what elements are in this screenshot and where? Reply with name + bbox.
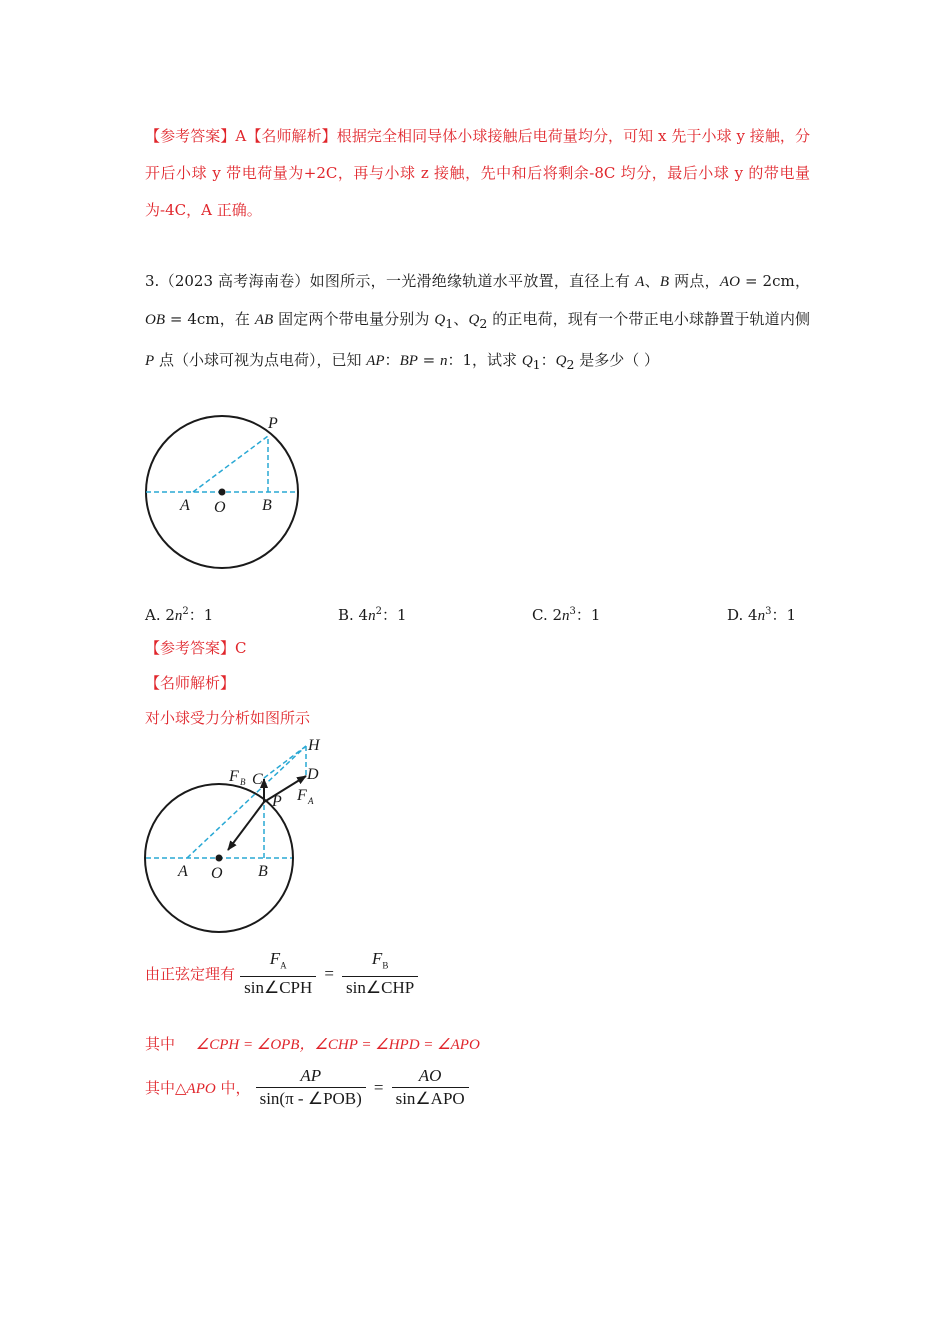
var-AP: AP bbox=[300, 1066, 322, 1085]
label-O: O bbox=[211, 865, 223, 882]
var-Q2: Q bbox=[555, 353, 567, 369]
angle-relations bbox=[145, 1032, 480, 1057]
option-text: ：1 bbox=[575, 606, 601, 624]
sine-rule-equation bbox=[145, 948, 418, 1000]
line-CH bbox=[264, 746, 306, 778]
question-text: = 4cm，在 bbox=[165, 310, 255, 328]
fraction-AP bbox=[256, 1065, 366, 1110]
triangle-label bbox=[145, 1079, 251, 1097]
option-b[interactable] bbox=[338, 600, 407, 628]
subscript: 2 bbox=[479, 316, 488, 331]
question-text: = bbox=[417, 351, 440, 369]
numerator bbox=[392, 1065, 469, 1088]
var-AP: AP bbox=[366, 353, 385, 369]
denominator: sin∠APO bbox=[395, 1089, 465, 1108]
label-FB-sub: B bbox=[240, 777, 246, 787]
label-text: 中， bbox=[215, 1079, 251, 1097]
var-BP: BP bbox=[399, 353, 418, 369]
analysis-intro: 对小球受力分析如图所示 bbox=[145, 709, 311, 727]
angles-label: 其中 bbox=[145, 1035, 176, 1053]
var-n: n bbox=[757, 608, 766, 624]
exponent: 2 bbox=[375, 606, 382, 617]
label-D: D bbox=[307, 766, 319, 783]
label-FA-sub: A bbox=[308, 796, 314, 806]
question-text: 的正电荷，现有一个带正电小球静置于轨道内侧 bbox=[487, 310, 810, 328]
numerator bbox=[256, 1065, 366, 1088]
question-text: 是多少（ ） bbox=[574, 351, 659, 369]
option-text: ：1 bbox=[188, 606, 214, 624]
label-FB: F bbox=[229, 768, 239, 785]
option-a[interactable] bbox=[145, 600, 213, 628]
option-text: ：1 bbox=[381, 606, 407, 624]
label-P: P bbox=[268, 415, 278, 432]
option-d[interactable] bbox=[727, 600, 796, 628]
denominator: sin∠CHP bbox=[346, 978, 415, 998]
label-text: 其中△ bbox=[145, 1079, 187, 1097]
figure-force-analysis bbox=[135, 730, 335, 940]
option-text: B. 4 bbox=[338, 606, 369, 624]
question-text: ： bbox=[540, 351, 556, 369]
option-text: C. 2 bbox=[532, 606, 563, 624]
exponent: 3 bbox=[569, 606, 576, 617]
var-OB: OB bbox=[145, 312, 165, 328]
denominator: sin∠CPH bbox=[244, 978, 313, 998]
var-n: n bbox=[174, 608, 183, 624]
option-c[interactable] bbox=[532, 600, 600, 628]
subscript: B bbox=[382, 960, 389, 971]
numerator bbox=[342, 948, 418, 977]
label-H: H bbox=[308, 737, 320, 754]
question-text: 3.（2023 高考海南卷）如图所示，一光滑绝缘轨道水平放置，直径上有 bbox=[145, 272, 636, 290]
var-Q2: Q bbox=[468, 312, 480, 328]
var-Q1: Q bbox=[521, 353, 533, 369]
line-AP bbox=[193, 436, 268, 492]
var-AO: AO bbox=[418, 1066, 442, 1085]
sine-rule-label: 由正弦定理有 bbox=[145, 965, 236, 984]
label-FA: F bbox=[297, 787, 307, 804]
var-n: n bbox=[440, 353, 448, 369]
var-P: P bbox=[145, 353, 155, 369]
fraction-FB bbox=[342, 948, 418, 999]
var-F: F bbox=[371, 949, 383, 968]
subscript: 2 bbox=[566, 357, 575, 372]
label-O: O bbox=[214, 499, 226, 516]
equals-sign: = bbox=[373, 1077, 384, 1097]
var-AB: AB bbox=[254, 312, 274, 328]
triangle-apo-equation bbox=[145, 1065, 469, 1117]
option-text: D. 4 bbox=[727, 606, 758, 624]
question-text: 点（小球可视为点电荷），已知 bbox=[154, 351, 367, 369]
analysis-title: 【名师解析】 bbox=[145, 674, 236, 692]
answer-explanation-q2: 【参考答案】A【名师解析】根据完全相同导体小球接触后电荷量均分，可知 x 先于小球 y 接触，分开后小球 y 带电荷量为+2C，再与小球 z 接触，先中和后将剩余-8C 均分，最后小球 y 的带电量为-4C，A 正确。 bbox=[145, 127, 810, 219]
var-B: B bbox=[659, 274, 670, 290]
numerator bbox=[240, 948, 316, 977]
option-text: A. 2 bbox=[145, 606, 175, 624]
fraction-AO bbox=[392, 1065, 469, 1110]
angles-expression: ∠CPH = ∠OPB，∠CHP = ∠HPD = ∠APO bbox=[195, 1037, 480, 1053]
var-n: n bbox=[562, 608, 570, 624]
var-A: A bbox=[635, 274, 645, 290]
exponent: 3 bbox=[765, 606, 772, 617]
label-A: A bbox=[180, 497, 190, 514]
equals-sign: = bbox=[324, 963, 334, 983]
question-text: 、 bbox=[453, 310, 469, 328]
line-AP-extended bbox=[187, 746, 306, 858]
subscript: 1 bbox=[445, 316, 454, 331]
var-APO: APO bbox=[186, 1081, 216, 1097]
force-to-O-arrow bbox=[228, 802, 264, 850]
exponent: 2 bbox=[182, 606, 189, 617]
var-AO: AO bbox=[719, 274, 740, 290]
question-text: 、 bbox=[644, 272, 660, 290]
figure-circle-track bbox=[135, 405, 315, 575]
option-text: ：1 bbox=[771, 606, 796, 624]
fraction-FA bbox=[240, 948, 316, 999]
var-n: n bbox=[368, 608, 376, 624]
question-text: ：1，试求 bbox=[447, 351, 522, 369]
label-B: B bbox=[258, 863, 268, 880]
denominator: sin(π - ∠POB) bbox=[259, 1089, 362, 1108]
subscript: A bbox=[280, 960, 287, 971]
var-Q1: Q bbox=[434, 312, 446, 328]
label-C: C bbox=[252, 771, 263, 788]
subscript: 1 bbox=[532, 357, 541, 372]
var-F: F bbox=[269, 949, 281, 968]
reference-answer: 【参考答案】C bbox=[145, 639, 247, 657]
question-text: 固定两个带电量分别为 bbox=[273, 310, 435, 328]
question-text: ： bbox=[384, 351, 400, 369]
label-A: A bbox=[178, 863, 188, 880]
center-dot bbox=[216, 855, 223, 862]
center-dot bbox=[219, 489, 226, 496]
question-text: = 2cm， bbox=[739, 272, 810, 290]
question-3-stem bbox=[145, 263, 810, 383]
label-B: B bbox=[262, 497, 272, 514]
question-text: 两点， bbox=[669, 272, 720, 290]
label-P: P bbox=[272, 793, 282, 810]
